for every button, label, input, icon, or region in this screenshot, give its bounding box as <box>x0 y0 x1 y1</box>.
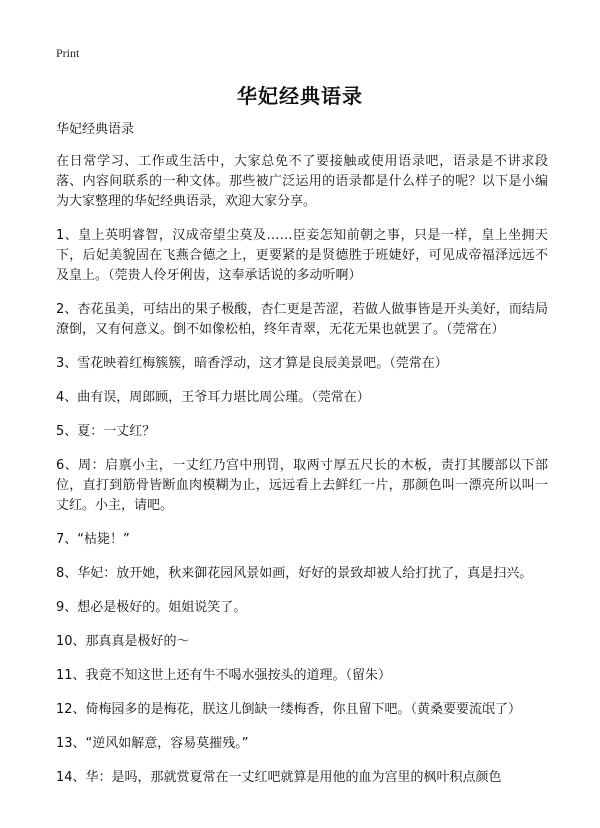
quote-paragraph: 13、“逆风如解意，容易莫摧残。” <box>56 736 249 751</box>
quote-paragraph: 5、夏：一丈红？ <box>56 424 156 439</box>
quote-paragraph: 14、华：是吗，那就赏夏常在一丈红吧就算是用他的血为宫里的枫叶积点颜色 <box>56 770 502 785</box>
intro-paragraph: 在日常学习、工作或生活中，大家总免不了要接触或使用语录吧，语录是不讲求段落、内容间联系的一种文体。那些被广泛运用的语录都是什么样子的呢？以下是小编为大家整理的华妃经典语录，欢迎大家分享。 <box>56 154 548 209</box>
quote-paragraph: 4、曲有误，周郎顾，王爷耳力堪比周公瑾。（莞常在） <box>56 390 370 405</box>
quote-paragraph: 11、我竟不知这世上还有牛不喝水强按头的道理。（留朱） <box>56 668 392 683</box>
quote-paragraph: 2、杏花虽美，可结出的果子极酸，杏仁更是苦涩，若做人做事皆是开头美好，而结局潦倒，又有何意义。倒不如像松柏，终年青翠，无花无果也就罢了。（莞常在） <box>56 302 548 337</box>
quote-paragraph: 10、那真真是极好的～ <box>56 634 190 649</box>
article-subtitle: 华妃经典语录 <box>56 122 135 137</box>
quote-paragraph: 6、周：启禀小主，一丈红乃宫中刑罚，取两寸厚五尺长的木板，责打其腰部以下部位，直打到筋骨皆断血肉模糊为止，远远看上去鲜红一片，那颜色叫一漂亮所以叫一丈红。小主，请吧。 <box>56 458 548 513</box>
quote-paragraph: 1、皇上英明睿智，汉成帝望尘莫及……臣妾怎知前朝之事，只是一样，皇上坐拥天下，后妃美貌固在飞燕合德之上，更要紧的是贤德胜于班婕妤，可见成帝福泽远远不及皇上。（莞贵人伶牙俐齿，这奉承话说的多动听啊） <box>56 228 548 283</box>
quote-paragraph: 8、华妃：放开她，秋来御花园风景如画，好好的景致却被人给打扰了，真是扫兴。 <box>56 566 533 581</box>
article-body <box>56 120 548 802</box>
quote-paragraph: 9、想必是极好的。姐姐说笑了。 <box>56 600 247 615</box>
quote-paragraph: 3、雪花映着红梅簇簇，暗香浮动，这才算是良辰美景吧。（莞常在） <box>56 356 448 371</box>
page-title: 华妃经典语录 <box>237 84 363 108</box>
print-link[interactable]: Print <box>56 46 80 60</box>
quote-paragraph: 12、倚梅园多的是梅花，朕这儿倒缺一缕梅香，你且留下吧。（黄桑要要流氓了） <box>56 702 522 717</box>
quote-paragraph: 7、“枯毙！” <box>56 532 130 547</box>
